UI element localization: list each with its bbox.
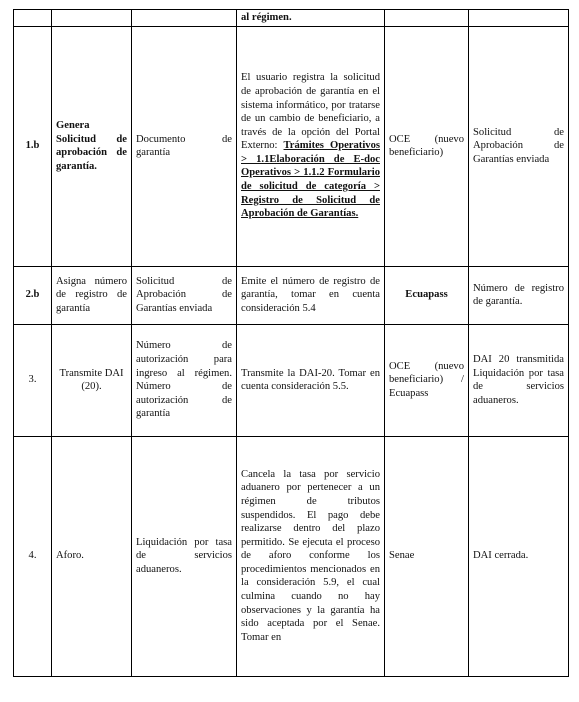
output-cell: DAI cerrada. bbox=[469, 436, 569, 676]
input-cell: Liquidación por tasa de servicios aduaneros. bbox=[132, 436, 237, 676]
step-number: 1.b bbox=[14, 26, 52, 266]
activity-cell: Asigna número de registro de garantía bbox=[52, 266, 132, 324]
step-number: 4. bbox=[14, 436, 52, 676]
activity-cell: Aforo. bbox=[52, 436, 132, 676]
activity-text: Genera Solicitud de aprobación de garantía. bbox=[56, 119, 127, 172]
portal-path-link: Trámites Operativos > 1.1Elaboración de E-doc Operativos > 1.1.2 Formulario de solicitud de categoría > Registro de Solicitud de Aprobación de Garantías. bbox=[241, 140, 380, 220]
description-cell: Transmite la DAI-20. Tomar en cuenta consideración 5.5. bbox=[237, 324, 385, 436]
activity-cell bbox=[52, 10, 132, 27]
step-number: 2.b bbox=[14, 266, 52, 324]
responsible-cell bbox=[385, 10, 469, 27]
input-cell bbox=[132, 10, 237, 27]
output-cell: Solicitud de Aprobación de Garantías enviada bbox=[469, 26, 569, 266]
step-number: 3. bbox=[14, 324, 52, 436]
input-cell: Documento de garantía bbox=[132, 26, 237, 266]
activity-cell bbox=[52, 26, 132, 266]
table-row bbox=[14, 26, 569, 266]
table-row bbox=[14, 10, 569, 27]
output-cell: Número de registro de garantía. bbox=[469, 266, 569, 324]
step-number bbox=[14, 10, 52, 27]
responsible-cell: Ecuapass bbox=[385, 266, 469, 324]
output-cell bbox=[469, 10, 569, 27]
responsible-cell: OCE (nuevo beneficiario) bbox=[385, 26, 469, 266]
activity-cell: Transmite DAI (20). bbox=[52, 324, 132, 436]
input-cell: Número de autorización para ingreso al régimen. Número de autorización de garantía bbox=[132, 324, 237, 436]
input-cell: Solicitud de Aprobación de Garantías enviada bbox=[132, 266, 237, 324]
responsible-cell: OCE (nuevo beneficiario) / Ecuapass bbox=[385, 324, 469, 436]
description-cell bbox=[237, 26, 385, 266]
output-cell: DAI 20 transmitida Liquidación por tasa de servicios aduaneros. bbox=[469, 324, 569, 436]
table-row bbox=[14, 324, 569, 436]
description-cell: Emite el número de registro de garantía, tomar en cuenta consideración 5.4 bbox=[237, 266, 385, 324]
description-cell: al régimen. bbox=[237, 10, 385, 27]
responsible-cell: Senae bbox=[385, 436, 469, 676]
procedure-table bbox=[13, 9, 569, 677]
description-cell: Cancela la tasa por servicio aduanero por pertenecer a un régimen de tributos suspendidos. El pago debe realizarse dentro del plazo permitido. Se ejecuta el proceso de aforo conforme los procedimientos mencionados en la consideración 5.9, el cual culmina cuando no hay observaciones y la garantía ha sido aceptada por el Senae. Tomar en bbox=[237, 436, 385, 676]
table-row bbox=[14, 436, 569, 676]
description-text: El usuario registra la solicitud de aprobación de garantía en el sistema informático, por tratarse de un cambio de beneficiario, a través de la opción del Portal Externo: bbox=[241, 72, 380, 152]
table-row bbox=[14, 266, 569, 324]
